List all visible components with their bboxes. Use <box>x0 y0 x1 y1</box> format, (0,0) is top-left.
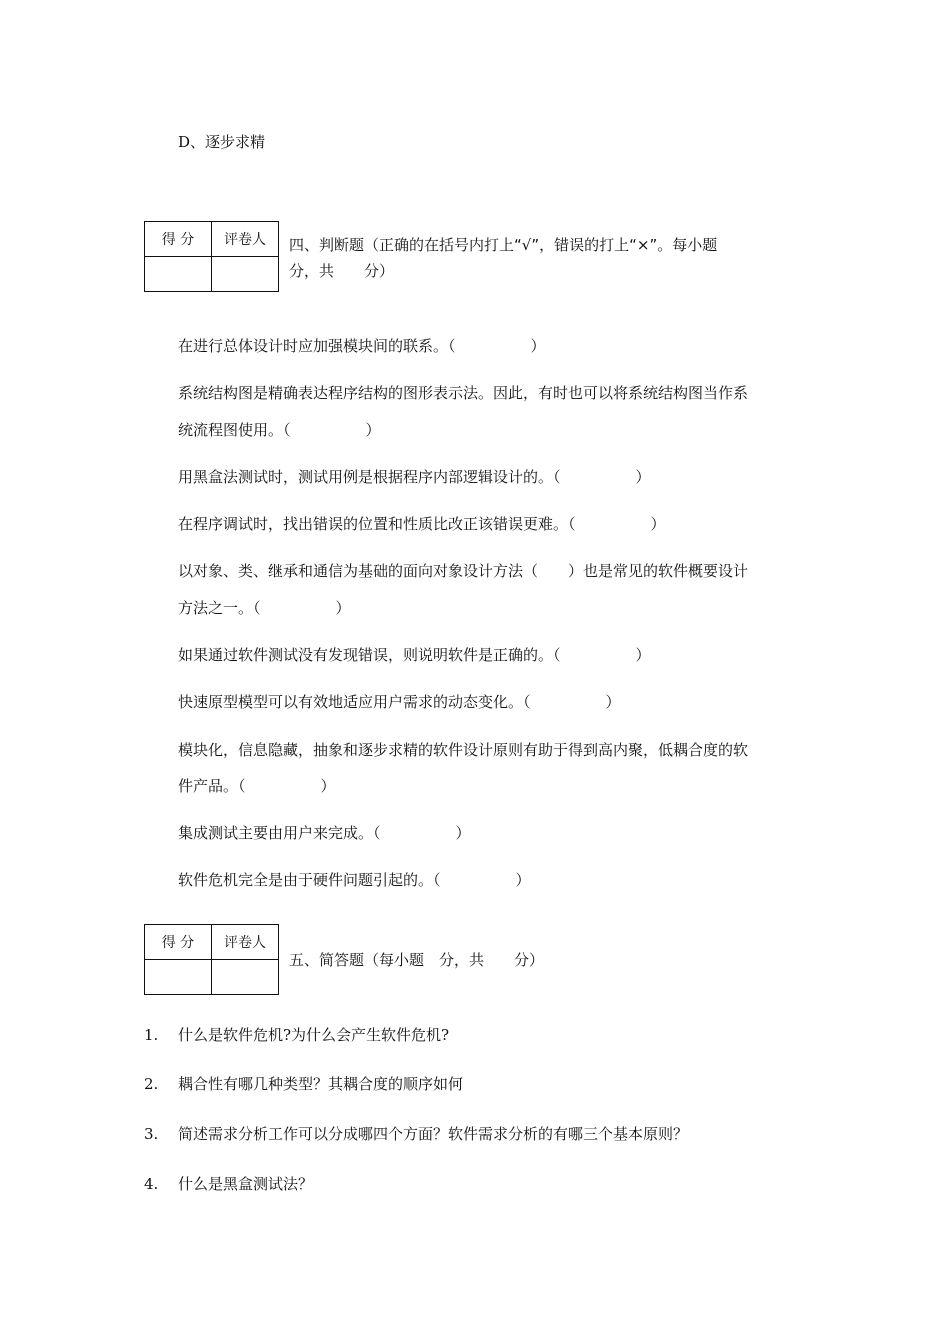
section5-title: 五、简答题（每小题 分，共 分） <box>289 951 545 969</box>
grader-header: 评卷人 <box>212 925 279 960</box>
judgement-item-cont: 件产品。（ ） <box>178 777 336 795</box>
question-number: 4. <box>144 1175 159 1193</box>
question-number: 2. <box>144 1075 159 1093</box>
grader-cell[interactable] <box>212 960 279 995</box>
question-text: 什么是黑盒测试法？ <box>178 1175 314 1193</box>
score-table-section5 <box>144 924 279 995</box>
score-header: 得 分 <box>145 925 212 960</box>
judgement-item: 软件危机完全是由于硬件问题引起的。（ ） <box>178 871 531 889</box>
score-header: 得 分 <box>145 222 212 257</box>
judgement-item: 系统结构图是精确表达程序结构的图形表示法。因此，有时也可以将系统结构图当作系 <box>178 384 749 402</box>
section4-title-line1: 四、判断题（正确的在括号内打上“√”，错误的打上“×”。每小题 <box>289 236 718 254</box>
judgement-item: 如果通过软件测试没有发现错误，则说明软件是正确的。（ ） <box>178 646 651 664</box>
question-number: 3. <box>144 1125 159 1143</box>
question-text: 简述需求分析工作可以分成哪四个方面？软件需求分析的有哪三个基本原则？ <box>178 1125 689 1143</box>
question-item <box>144 1174 313 1194</box>
judgement-item: 在进行总体设计时应加强模块间的联系。（ ） <box>178 337 546 355</box>
score-table-section4 <box>144 221 279 292</box>
judgement-item-cont: 统流程图使用。（ ） <box>178 421 381 439</box>
judgement-item: 集成测试主要由用户来完成。（ ） <box>178 824 471 842</box>
judgement-item-cont: 方法之一。（ ） <box>178 599 351 617</box>
judgement-item: 模块化，信息隐藏，抽象和逐步求精的软件设计原则有助于得到高内聚，低耦合度的软 <box>178 741 749 759</box>
section4-title-line2: 分，共 分） <box>289 262 395 280</box>
question-item <box>144 1074 463 1094</box>
judgement-item: 快速原型模型可以有效地适应用户需求的动态变化。（ ） <box>178 693 621 711</box>
question-text: 什么是软件危机?为什么会产生软件危机? <box>178 1026 450 1044</box>
grader-header: 评卷人 <box>212 222 279 257</box>
question-number: 1. <box>144 1026 159 1044</box>
grader-cell[interactable] <box>212 257 279 292</box>
judgement-item: 在程序调试时，找出错误的位置和性质比改正该错误更难。（ ） <box>178 515 666 533</box>
question-text: 耦合性有哪几种类型？其耦合度的顺序如何 <box>178 1075 464 1093</box>
question-item <box>144 1025 449 1045</box>
score-cell[interactable] <box>145 257 212 292</box>
score-cell[interactable] <box>145 960 212 995</box>
judgement-item: 以对象、类、继承和通信为基础的面向对象设计方法（ ）也是常见的软件概要设计 <box>178 562 749 580</box>
previous-option-d: D、逐步求精 <box>178 133 266 151</box>
judgement-item: 用黑盒法测试时，测试用例是根据程序内部逻辑设计的。（ ） <box>178 468 651 486</box>
question-item <box>144 1124 688 1144</box>
